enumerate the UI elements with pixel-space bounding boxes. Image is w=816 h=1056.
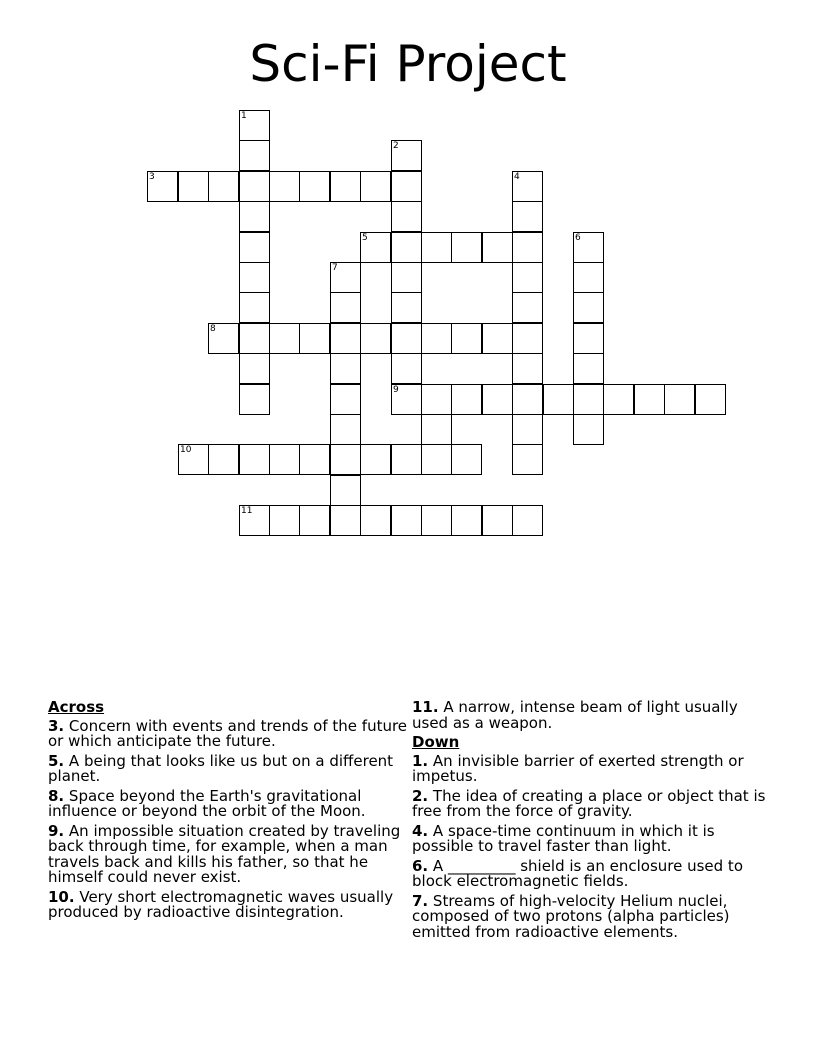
grid-cell[interactable] xyxy=(239,201,270,232)
grid-cell[interactable] xyxy=(512,384,543,415)
clue-number: 5 xyxy=(362,233,368,243)
grid-cell[interactable] xyxy=(391,201,422,232)
clue-number: 3 xyxy=(149,172,155,182)
grid-cell[interactable] xyxy=(573,353,604,384)
clue-item-text: A narrow, intense beam of light usually used as a weapon. xyxy=(412,698,738,732)
grid-cell[interactable] xyxy=(482,323,513,354)
clue-item xyxy=(412,751,772,785)
clue-item xyxy=(48,716,408,750)
grid-cell[interactable] xyxy=(482,384,513,415)
clue-item-number: 11. xyxy=(412,698,439,716)
grid-cell[interactable] xyxy=(512,444,543,475)
grid-cell[interactable] xyxy=(360,171,391,202)
grid-cell[interactable] xyxy=(451,444,482,475)
clue-number: 6 xyxy=(575,233,581,243)
grid-cell[interactable] xyxy=(451,384,482,415)
clue-item-text: A being that looks like us but on a different planet. xyxy=(48,751,394,785)
grid-cell[interactable] xyxy=(299,171,330,202)
clue-item-number: 4. xyxy=(412,821,429,840)
grid-cell[interactable] xyxy=(573,323,604,354)
down-clue-list xyxy=(412,751,772,941)
grid-cell[interactable] xyxy=(178,171,209,202)
clue-item-number: 9. xyxy=(48,821,65,840)
grid-cell[interactable] xyxy=(239,292,270,323)
clue-number: 8 xyxy=(210,324,216,334)
grid-cell[interactable] xyxy=(512,232,543,263)
grid-cell[interactable] xyxy=(421,384,452,415)
grid-cell[interactable] xyxy=(482,505,513,536)
clue-item xyxy=(412,891,772,941)
grid-cell[interactable] xyxy=(573,384,604,415)
clue-item xyxy=(48,786,408,820)
grid-cell[interactable] xyxy=(512,353,543,384)
grid-cell[interactable] xyxy=(360,323,391,354)
grid-cell[interactable] xyxy=(239,384,270,415)
grid-cell[interactable] xyxy=(239,262,270,293)
clue-item-text: The idea of creating a place or object that is free from the force of gravity. xyxy=(412,786,766,820)
grid-cell[interactable] xyxy=(269,171,300,202)
grid-cell[interactable] xyxy=(664,384,695,415)
clue-item-text: An impossible situation created by traveling back through time, for example, when a man travels back and kills his father, so that he himself could never exist. xyxy=(48,821,401,886)
grid-cell[interactable] xyxy=(634,384,665,415)
grid-cell[interactable] xyxy=(299,323,330,354)
grid-cell[interactable] xyxy=(573,262,604,293)
clue-item xyxy=(412,700,772,731)
grid-cell[interactable] xyxy=(269,444,300,475)
clue-item xyxy=(412,786,772,820)
across-heading: Across xyxy=(48,698,105,716)
clue-item xyxy=(412,856,772,890)
clue-number: 11 xyxy=(241,506,253,516)
grid-cell[interactable] xyxy=(208,444,239,475)
clue-item-number: 5. xyxy=(48,751,65,770)
page-title: Sci-Fi Project xyxy=(249,35,567,93)
grid-cell[interactable] xyxy=(330,414,361,445)
grid-cell[interactable] xyxy=(239,505,270,536)
clue-item-number: 8. xyxy=(48,786,65,805)
grid-cell[interactable] xyxy=(239,444,270,475)
grid-cell[interactable] xyxy=(573,232,604,263)
grid-cell[interactable] xyxy=(451,505,482,536)
grid-cell[interactable] xyxy=(330,292,361,323)
grid-cell[interactable] xyxy=(391,232,422,263)
grid-cell[interactable] xyxy=(603,384,634,415)
clues-right-column xyxy=(412,700,772,944)
grid-cell[interactable] xyxy=(330,384,361,415)
clue-item-number: 2. xyxy=(412,786,429,805)
clue-item-text: Concern with events and trends of the future or which anticipate the future. xyxy=(48,716,408,750)
grid-cell[interactable] xyxy=(482,232,513,263)
clue-item-text: Space beyond the Earth's gravitational influence or beyond the orbit of the Moon. xyxy=(48,786,366,820)
grid-cell[interactable] xyxy=(391,505,422,536)
grid-cell[interactable] xyxy=(208,171,239,202)
clue-item-text: A space-time continuum in which it is possible to travel faster than light. xyxy=(412,821,715,855)
grid-cell[interactable] xyxy=(360,505,391,536)
grid-cell[interactable] xyxy=(269,505,300,536)
grid-cell[interactable] xyxy=(512,414,543,445)
clue-item-text: Streams of high-velocity Helium nuclei, composed of two protons (alpha particles) emitted from radioactive elements. xyxy=(412,891,730,941)
down-heading: Down xyxy=(412,733,460,751)
grid-cell[interactable] xyxy=(147,171,178,202)
grid-cell[interactable] xyxy=(512,323,543,354)
grid-cell[interactable] xyxy=(330,323,361,354)
grid-cell[interactable] xyxy=(421,444,452,475)
grid-cell[interactable] xyxy=(299,444,330,475)
grid-cell[interactable] xyxy=(178,444,209,475)
clue-item xyxy=(48,887,408,921)
grid-cell[interactable] xyxy=(391,353,422,384)
grid-cell[interactable] xyxy=(421,414,452,445)
clue-number: 10 xyxy=(180,445,192,455)
grid-cell[interactable] xyxy=(573,292,604,323)
clue-number: 4 xyxy=(514,172,520,182)
clue-item-text: Very short electromagnetic waves usually produced by radioactive disintegration. xyxy=(48,887,394,921)
grid-cell[interactable] xyxy=(330,475,361,506)
grid-cell[interactable] xyxy=(573,414,604,445)
clue-item-text: A _________ shield is an enclosure used to block electromagnetic fields. xyxy=(412,856,743,890)
grid-cell[interactable] xyxy=(421,323,452,354)
clue-item-number: 10. xyxy=(48,887,75,906)
grid-cell[interactable] xyxy=(330,353,361,384)
grid-cell[interactable] xyxy=(391,262,422,293)
grid-cell[interactable] xyxy=(239,110,270,141)
clue-number: 1 xyxy=(241,111,247,121)
grid-cell[interactable] xyxy=(512,292,543,323)
grid-cell[interactable] xyxy=(695,384,726,415)
grid-cell[interactable] xyxy=(299,505,330,536)
grid-cell[interactable] xyxy=(239,171,270,202)
grid-cell[interactable] xyxy=(512,505,543,536)
grid-cell[interactable] xyxy=(451,323,482,354)
grid-cell[interactable] xyxy=(451,232,482,263)
grid-cell[interactable] xyxy=(360,444,391,475)
grid-cell[interactable] xyxy=(421,232,452,263)
clue-item-number: 7. xyxy=(412,891,429,910)
grid-cell[interactable] xyxy=(239,140,270,171)
grid-cell[interactable] xyxy=(330,171,361,202)
grid-cell[interactable] xyxy=(512,262,543,293)
grid-cell[interactable] xyxy=(391,323,422,354)
grid-cell[interactable] xyxy=(330,444,361,475)
clue-number: 7 xyxy=(332,263,338,273)
clue-number: 2 xyxy=(393,141,399,151)
clue-item xyxy=(48,821,408,886)
across-clue-list-continued xyxy=(412,700,772,731)
clue-item-number: 3. xyxy=(48,716,65,735)
grid-cell[interactable] xyxy=(269,323,300,354)
clue-item xyxy=(412,821,772,855)
clue-item-number: 1. xyxy=(412,751,429,770)
grid-cell[interactable] xyxy=(512,201,543,232)
grid-cell[interactable] xyxy=(239,323,270,354)
across-clue-list xyxy=(48,716,408,921)
grid-cell[interactable] xyxy=(512,171,543,202)
grid-cell[interactable] xyxy=(330,262,361,293)
clue-item-text: An invisible barrier of exerted strength or impetus. xyxy=(412,751,744,785)
grid-cell[interactable] xyxy=(391,171,422,202)
clue-item xyxy=(48,751,408,785)
grid-cell[interactable] xyxy=(239,232,270,263)
grid-cell[interactable] xyxy=(360,232,391,263)
grid-cell[interactable] xyxy=(391,444,422,475)
grid-cell[interactable] xyxy=(421,505,452,536)
grid-cell[interactable] xyxy=(391,384,422,415)
grid-cell[interactable] xyxy=(391,292,422,323)
grid-cell[interactable] xyxy=(239,353,270,384)
clue-item-number: 6. xyxy=(412,856,429,875)
grid-cell[interactable] xyxy=(208,323,239,354)
grid-cell[interactable] xyxy=(330,505,361,536)
clues-left-column xyxy=(48,700,408,925)
grid-cell[interactable] xyxy=(543,384,574,415)
grid-cell[interactable] xyxy=(391,140,422,171)
clue-number: 9 xyxy=(393,385,399,395)
